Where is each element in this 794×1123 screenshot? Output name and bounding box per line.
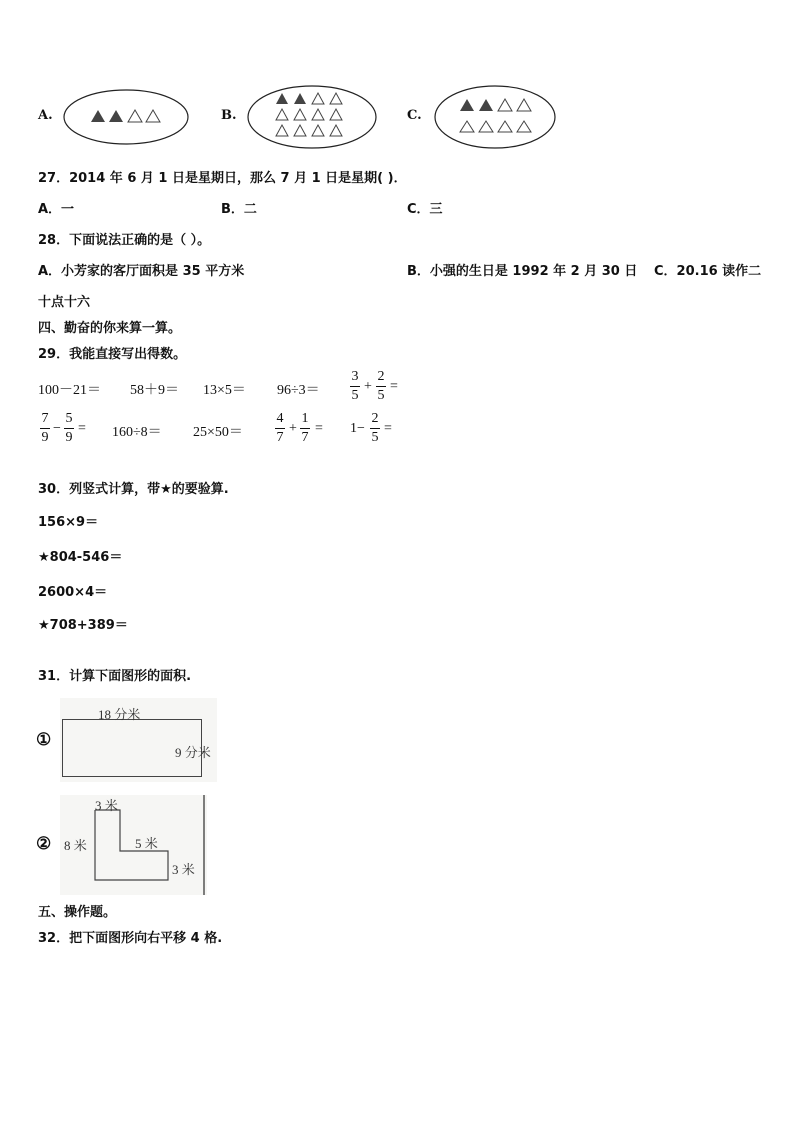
calc-item: 58＋9＝: [130, 383, 179, 398]
option-c-label: C.: [407, 108, 422, 123]
section-five-heading: 五、操作题。: [38, 905, 117, 920]
question-30: 30．列竖式计算，带★的要验算.: [38, 482, 229, 497]
q27-option-c: C．三: [407, 202, 443, 217]
filled-triangle-icon: [294, 93, 306, 104]
option-a-ellipse-figure: [62, 88, 190, 146]
figure-1-top-dimension: 18 分米: [98, 707, 141, 722]
fraction: 2 5: [377, 369, 385, 403]
fraction: 2 5: [371, 411, 379, 445]
operator: +: [289, 421, 297, 436]
option-a-label: A.: [38, 108, 53, 123]
calc-item: 25×50＝: [193, 425, 243, 440]
calc-item: 160÷8＝: [112, 425, 162, 440]
fraction: 3 5: [351, 369, 359, 403]
figure-2-top-dimension: 3 米: [95, 798, 118, 813]
question-27: 27．2014 年 6 月 1 日是星期日，那么 7 月 1 日是星期( )．: [38, 171, 407, 186]
vertical-calc-item: ★708+389＝: [38, 618, 128, 633]
operator: −: [53, 421, 61, 436]
figure-1-number: ①: [36, 730, 52, 750]
filled-triangle-icon: [109, 110, 123, 122]
calc-item: 96÷3＝: [277, 383, 320, 398]
option-b-ellipse-figure: [246, 84, 378, 150]
figure-2-middle-dimension: 5 米: [135, 836, 158, 851]
hollow-triangle-icon: [128, 110, 142, 122]
q28-option-c: C．20.16 读作二: [654, 264, 762, 279]
fraction: 4 7: [276, 411, 284, 445]
figure-1-rectangle: [60, 698, 217, 782]
figure-2-left-dimension: 8 米: [64, 838, 87, 853]
vertical-calc-item: 156×9＝: [38, 515, 99, 530]
calc-item: 13×5＝: [203, 383, 246, 398]
filled-triangle-icon: [479, 99, 493, 111]
calc-prefix: 1−: [350, 421, 365, 436]
vertical-calc-item: ★804-546＝: [38, 550, 123, 565]
equals: =: [78, 421, 86, 436]
fraction: 1 7: [301, 411, 309, 445]
figure-2-right-dimension: 3 米: [172, 862, 195, 877]
filled-triangle-icon: [91, 110, 105, 122]
section-four-heading: 四、勤奋的你来算一算。: [38, 321, 182, 336]
operator: +: [364, 379, 372, 394]
option-c-ellipse-figure: [433, 84, 557, 150]
fraction: 5 9: [65, 411, 73, 445]
filled-triangle-icon: [276, 93, 288, 104]
q28-option-b: B．小强的生日是 1992 年 2 月 30 日: [407, 264, 638, 279]
question-28: 28．下面说法正确的是（ ）。: [38, 233, 211, 248]
equals: =: [384, 421, 392, 436]
equals: =: [315, 421, 323, 436]
figure-1-side-dimension: 9 分米: [175, 745, 211, 760]
question-29: 29．我能直接写出得数。: [38, 347, 187, 362]
question-31: 31．计算下面图形的面积.: [38, 669, 192, 684]
calc-item: 100－21＝: [38, 383, 101, 398]
hollow-triangle-icon: [146, 110, 160, 122]
fraction: 7 9: [41, 411, 49, 445]
q28-option-c-continued: 十点十六: [38, 295, 91, 310]
option-b-label: B.: [221, 108, 237, 123]
q27-option-b: B．二: [221, 202, 257, 217]
vertical-calc-item: 2600×4＝: [38, 585, 108, 600]
question-32: 32．把下面图形向右平移 4 格.: [38, 931, 223, 946]
figure-2-number: ②: [36, 834, 52, 854]
q27-option-a: A．一: [38, 202, 75, 217]
filled-triangle-icon: [460, 99, 474, 111]
figure-2-l-shape: [60, 795, 207, 895]
equals: =: [390, 379, 398, 394]
q28-option-a: A．小芳家的客厅面积是 35 平方米: [38, 264, 245, 279]
